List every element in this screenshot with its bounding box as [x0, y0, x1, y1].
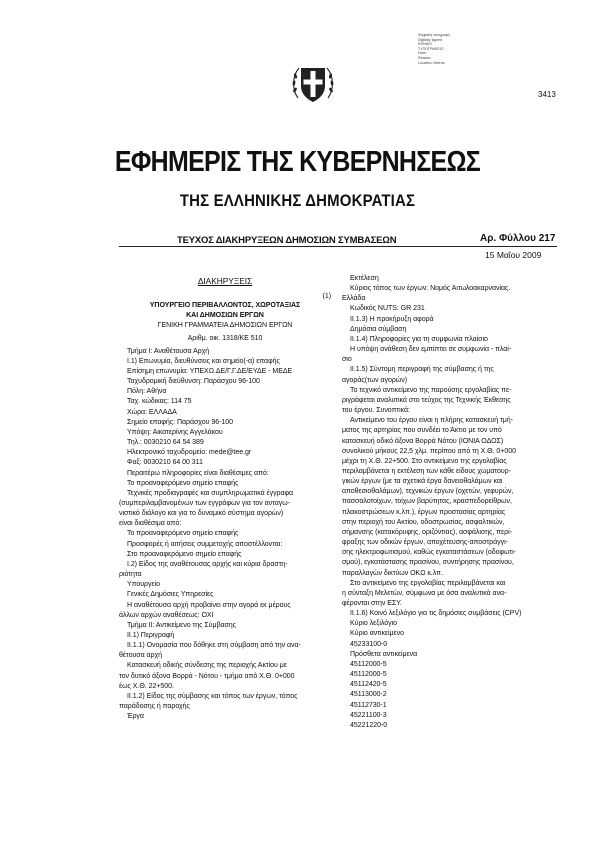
text-line: θέτουσα αρχή: [119, 652, 162, 660]
cpv-code: 45112000-5: [350, 660, 387, 668]
text-line: Χώρα: ΕΛΛΑΔΑ: [127, 408, 177, 416]
text-line: Περαιτέρω πληροφορίες είναι διαθέσιμες από:: [127, 469, 269, 477]
header-divider: [119, 246, 557, 247]
text-line: Ι.2) Είδος της αναθέτουσας αρχής και κύρια δραστη-: [127, 560, 288, 568]
stamp-line: Location: Athens: [418, 60, 445, 65]
text-line: ΙΙ.1.2) Είδος της σύμβασης και τόπος των έργων, τόπος: [127, 692, 298, 700]
text-line: Ταχ. κώδικας: 114 75: [127, 398, 192, 406]
issue-date: 15 Μαΐου 2009: [485, 250, 542, 260]
text-line: ΙΙ.1) Περιγραφή: [127, 632, 175, 639]
text-line: συνολικού μήκους 22,5 χλμ. περίπου από τη Χ.Θ. 0+000: [342, 447, 516, 455]
stamp-line: Date:: [418, 51, 427, 56]
text-line: ματος της αρτηρίας που συνδέει το Άκτιο με τον υπό: [342, 427, 502, 435]
digital-signature-stamp: [418, 33, 472, 65]
text-line: Στο προαναφερόμενο σημείο επαφής: [127, 550, 242, 558]
cpv-code: 45112420-5: [350, 681, 387, 689]
text-line: Υπόψη: Αικατερίνης Αγγελάκου: [127, 428, 223, 436]
text-line: σιο: [342, 356, 352, 364]
text-line: Ηλεκτρονικό ταχυδρομείο: mede@tee.gr: [127, 449, 252, 457]
text-line: τον δυτικό άξονα Βορρά - Νότου - τμήμα από Χ.Θ. 0+000: [119, 672, 295, 680]
text-line: ΙΙ.1.1) Ονομασία που δόθηκε στη σύμβαση από την ανα-: [127, 642, 301, 650]
text-line: άλλων αρχών αναθέσεως: ΟΧΙ: [119, 611, 214, 619]
text-line: Κωδικός NUTS: GR 231: [350, 305, 425, 313]
right-column: [342, 274, 558, 731]
text-line: σήμανσης (κατακόρυφης, οριζόντιας), ασφάλισης, περί-: [342, 528, 512, 536]
text-line: κατασκευή οδικό άξονα Βορρά Νότου (ΙΟΝΙΑ ΟΔΟΣ): [342, 437, 504, 445]
text-line: Η αναθέτουσα αρχή προβαίνει στην αγορά εκ μέρους: [127, 601, 291, 609]
text-line: Πρόσθετα αντικείμενα: [350, 650, 418, 658]
text-line: Φαξ: 0030210 64 00 311: [127, 459, 203, 467]
text-line: Προσφορές ή αιτήσεις συμμετοχής αποστέλλονται:: [127, 540, 283, 548]
text-line: Κατασκευή οδικής σύνδεσης της περιοχής Ακτίου με: [127, 662, 287, 670]
text-line: του έργου. Συνοπτικά:: [342, 407, 410, 415]
text-line: ΙΙ.1.4) Πληροφορίες για τη συμφωνία πλαίσιο: [350, 335, 488, 343]
text-line: Στο αντικείμενο της εργολαβίας περιλαμβάνεται και: [350, 579, 506, 587]
left-column: [119, 274, 331, 722]
text-line: (συμπεριλαμβανομένων των εγγράφων για τον ανταγω-: [119, 499, 290, 507]
issue-number: Αρ. Φύλλου 217: [480, 233, 556, 244]
text-line: Τμήμα ΙΙ: Αντικείμενο της Σύμβασης: [127, 621, 236, 629]
text-line: Ι.1) Επωνυμία, διευθύνσεις και σημείο(-α) επαφής: [127, 357, 280, 365]
text-line: φέρονται στην ΕΣΥ.: [342, 600, 402, 607]
text-line: Τμήμα Ι: Αναθέτουσα Αρχή: [127, 347, 210, 355]
text-line: σης ηλεκτροφωτισμού, καθώς εγκαταστάσεων (οδοφωτι-: [342, 549, 516, 557]
text-line: παραλλαγών δικτύων ΟΚΩ κ.λπ.: [342, 569, 443, 577]
text-line: πλακοστρώσεων κ.λπ.), έργων προστασίας αρτηρίας: [342, 508, 506, 516]
cpv-code: 45221220-0: [350, 721, 388, 729]
text-line: Δημόσια σύμβαση: [350, 325, 407, 333]
text-line: στην περιοχή του Ακτίου, οδοστρωσίας, ασφαλτικών,: [342, 518, 505, 526]
text-line: Ταχυδρομική διεύθυνση: Παράσχου 96-100: [127, 378, 260, 386]
stamp-line: ΤΥΠΟΓΡΑΦΕΙΟ: [418, 46, 444, 51]
notice-marker: (1): [322, 293, 331, 300]
text-line: Επίσημη επωνυμία: ΥΠΕΧΩ.ΔΕ/Γ.Γ.ΔΕ/ΕΥΔΕ - ΜΕΔΕ: [127, 367, 293, 375]
text-line: Τηλ.: 0030210 64 54 389: [127, 439, 204, 447]
text-line: Σημείο επαφής: Παράσχου 96-100: [127, 418, 233, 426]
cpv-code: 45221100-3: [350, 711, 387, 719]
text-line: Κύριο αντικείμενο: [350, 630, 404, 638]
text-line: ριότητα: [119, 571, 142, 579]
section-heading: ΔΙΑΚΗΡΥΞΕΙΣ: [197, 276, 253, 286]
text-line: αγοράς(των αγορών): [342, 376, 408, 384]
gazette-title: ΕΦΗΜΕΡΙΣ ΤΗΣ ΚΥΒΕΡΝΗΣΕΩΣ: [114, 146, 481, 178]
coat-of-arms-icon: [289, 60, 337, 108]
text-line: Το προαναφερόμενο σημείο επαφής: [127, 479, 239, 487]
text-line: είναι διαθέσιμα από:: [119, 520, 182, 528]
text-line: Ελλάδα: [342, 295, 366, 303]
text-line: Αντικείμενο του έργου είναι η πλήρης κατασκευή τμή-: [350, 417, 513, 425]
gazette-subtitle: ΤΗΣ ΕΛΛΗΝΙΚΗΣ ΔΗΜΟΚΡΑΤΙΑΣ: [179, 191, 416, 210]
ministry-line-1: ΥΠΟΥΡΓΕΙΟ ΠΕΡΙΒΑΛΛΟΝΤΟΣ, ΧΩΡΟΤΑΞΙΑΣ: [149, 302, 301, 309]
text-line: Έργα: [127, 713, 144, 721]
text-line: σμού), εγκατάστασης πρασίνου, συντήρησης πρασίνου,: [342, 559, 514, 567]
ministry-line-2: ΚΑΙ ΔΗΜΟΣΙΩΝ ΕΡΓΩΝ: [186, 312, 264, 320]
text-line: γικών έργων (με τα σχετικά έργα δανειοθαλάμων και: [342, 478, 503, 486]
cpv-code: 45112000-5: [350, 671, 387, 679]
text-line: περιλαμβάνεται η εκτέλεση των κάθε είδους χωματουρ-: [342, 467, 511, 475]
cpv-code: 45233100-0: [350, 640, 388, 648]
text-line: Κύριος τόπος των έργων: Νομός Αιτωλοακαρνανίας.: [350, 285, 511, 293]
text-line: νιστικό διάλογο και για το δυναμικό σύστημα αγορών): [119, 510, 284, 518]
text-line: φραξης των οδικών έργων, αποχέτευσης-αποστράγγι-: [342, 539, 508, 547]
page-number: 3413: [538, 90, 556, 99]
text-line: Το τεχνικό αντικείμενο της παρούσης εργολαβίας πε-: [350, 386, 512, 394]
text-line: Πόλη: Αθήνα: [127, 388, 167, 396]
stamp-line: Reason:: [418, 55, 432, 60]
stamp-line: Digitally signed: [418, 37, 443, 42]
secretariat: ΓΕΝΙΚΗ ΓΡΑΜΜΑΤΕΙΑ ΔΗΜΟΣΙΩΝ ΕΡΓΩΝ: [157, 322, 293, 330]
cpv-code: 45112730-1: [350, 701, 387, 709]
text-line: έως Χ.Θ. 22+500.: [119, 682, 174, 690]
text-line: ΙΙ.1.3) Η προκήρυξη αφορά: [350, 315, 434, 323]
text-line: πασσαλοτοίχων, τοίχων βαρύτητας, κρασπεδορείθρων,: [342, 498, 512, 506]
text-line: αποθεσιοθαλάμων), τεχνικών έργων (οχετών, γεφυρών,: [342, 488, 514, 496]
text-line: η σύνταξη Μελετών, σύμφωνα με όσα αναλυτικά ανα-: [342, 589, 507, 597]
text-line: παράδοσης ή παροχής: [119, 703, 190, 711]
issue-series: ΤΕΥΧΟΣ ΔΙΑΚΗΡΥΞΕΩΝ ΔΗΜΟΣΙΩΝ ΣΥΜΒΑΣΕΩΝ: [177, 235, 397, 246]
text-line: ΙΙ.1.5) Σύντομη περιγραφή της σύμβασης ή της: [350, 366, 494, 374]
text-line: ριγράφεται αναλυτικά στο τεύχος της Τεχνικής Έκθεσης: [342, 396, 511, 404]
text-line: Το προαναφερόμενο σημείο επαφής: [127, 530, 239, 538]
text-line: μέχρι τη Χ.Θ. 22+500. Στο αντικείμενο της εργολαβίας: [342, 457, 507, 465]
reference-number: Αριθμ. οικ. 1318/ΚΕ 510: [187, 335, 263, 343]
text-line: Εκτέλεση: [350, 275, 379, 282]
stamp-line: ΕΘΝΙΚΟ: [418, 42, 432, 47]
text-line: Τεχνικές προδιαγραφές και συμπληρωματικά έγγραφα: [127, 489, 294, 497]
text-line: Η υπόψη ανάθεση δεν εμπίπτει σε συμφωνία - πλαί-: [350, 346, 512, 354]
cpv-code: 45113000-2: [350, 691, 387, 699]
text-line: Κύριο λεξιλόγιο: [350, 620, 397, 628]
text-line: Γενικές Δημόσιες Υπηρεσίες: [127, 591, 214, 599]
text-line: Υπουργείο: [127, 581, 160, 589]
text-line: ΙΙ.1.6) Κοινό λεξιλόγιο για τις δημόσιες συμβάσεις (CPV): [350, 610, 522, 618]
stamp-line: Ψηφιακή υπογραφή: [418, 33, 450, 37]
